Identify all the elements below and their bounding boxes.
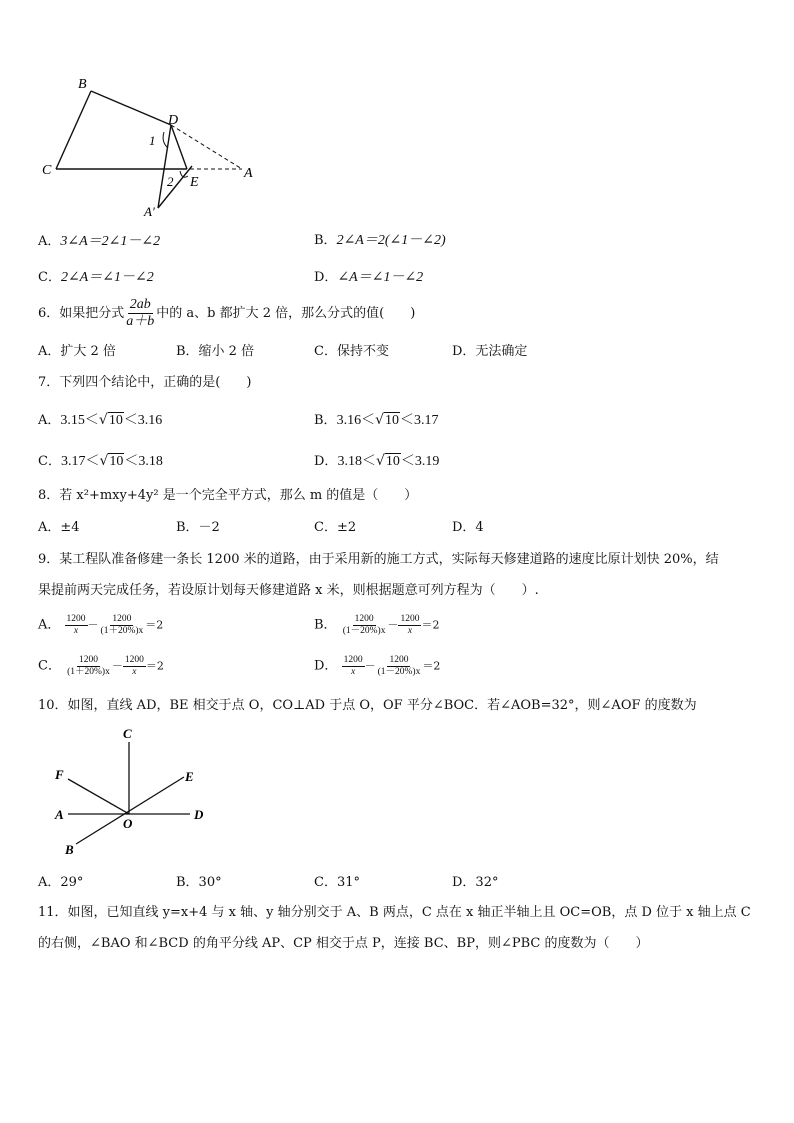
q6-option-c[interactable]: C．保持不变	[314, 344, 389, 359]
q5-a-text: 3∠A＝2∠1－∠2	[60, 234, 161, 249]
q11-stem-line2: 的右侧，∠BAO 和∠BCD 的角平分线 AP、CP 相交于点 P，连接 BC、BP，则∠PBC 的度数为（ ）	[38, 936, 649, 951]
label-O: O	[123, 816, 133, 831]
q9-c-frac1-num: 1200	[78, 655, 98, 665]
label-D: D	[168, 113, 179, 128]
q7-option-b[interactable]	[314, 410, 438, 431]
q9-stem-line1: 9．某工程队准备修建一条长 1200 米的道路，由于采用新的施工方式，实际每天修建道路的速度比原计划快 20%，结	[38, 552, 719, 567]
label-A: A	[55, 807, 64, 822]
q9-d-frac2-num: 1200	[389, 655, 409, 665]
q9-stem-line2: 果提前两天完成任务，若设原计划每天修建道路 x 米，则根据题意可列方程为（ ）.	[38, 583, 539, 598]
q9-a-frac2-num: 1200	[112, 614, 132, 624]
q9-d-frac2	[376, 655, 423, 678]
label-A: A	[244, 166, 253, 181]
q7-option-c[interactable]	[38, 451, 163, 472]
label-D: D	[194, 807, 204, 822]
q6-fraction	[124, 297, 156, 330]
label-1: 1	[149, 133, 156, 148]
sqrt-icon: √	[99, 453, 109, 469]
q9-a-letter: A．	[38, 617, 61, 633]
q7-d-radicand: 10	[385, 454, 400, 469]
q9-c-frac2-num: 1200	[124, 655, 144, 665]
q9-option-a[interactable]	[38, 614, 163, 637]
q9-b-frac2-den: x	[407, 626, 413, 636]
q10-option-b[interactable]: B．30°	[176, 875, 222, 890]
q8-option-d[interactable]: D．4	[452, 520, 484, 535]
q9-c-letter: C．	[38, 658, 61, 674]
q9-a-frac2-den: (1＋20%)x	[100, 626, 144, 636]
q7-c-radicand: 10	[109, 454, 124, 469]
q5-option-b[interactable]	[314, 231, 446, 251]
triangle-fold-figure	[30, 70, 270, 220]
q6-option-b[interactable]: B．缩小 2 倍	[176, 344, 255, 359]
segment-BD	[91, 91, 171, 125]
q6-suffix: 中的 a、b 都扩大 2 倍，那么分式的值( )	[156, 306, 416, 321]
q6-option-a[interactable]: A．扩大 2 倍	[38, 344, 116, 359]
q9-d-frac1	[342, 655, 365, 678]
q9-option-b[interactable]	[314, 614, 439, 637]
q7-c-left: 3.17＜	[60, 454, 100, 469]
q9-d-frac2-den: (1－20%)x	[377, 667, 421, 677]
q5-option-a[interactable]	[38, 232, 160, 252]
q9-b-frac1	[341, 614, 388, 637]
label-C: C	[42, 163, 52, 178]
intersecting-lines-figure	[50, 722, 220, 862]
q9-b-letter: B．	[314, 617, 337, 633]
q9-a-minus: －	[87, 618, 99, 632]
q9-a-frac1-num: 1200	[66, 614, 86, 624]
q9-d-frac1-den: x	[350, 667, 356, 677]
q10-option-a[interactable]: A．29°	[38, 875, 84, 890]
q5-d-text: ∠A＝∠1－∠2	[337, 270, 424, 285]
q6-option-d[interactable]: D．无法确定	[452, 344, 528, 359]
q9-d-letter: D．	[314, 658, 338, 674]
q9-a-eq: ＝2	[145, 618, 164, 632]
q5-c-text: 2∠A＝∠1－∠2	[60, 270, 154, 285]
q5-a-letter: A．	[38, 234, 61, 249]
label-E: E	[185, 769, 194, 784]
label-E: E	[190, 175, 199, 190]
q10-option-d[interactable]: D．32°	[452, 875, 499, 890]
label-B: B	[78, 77, 87, 92]
q8-option-c[interactable]: C．±2	[314, 520, 357, 535]
q7-a-letter: A．	[38, 413, 61, 428]
q9-b-eq: ＝2	[421, 618, 440, 632]
q11-stem-line1: 11．如图，已知直线 y=x+4 与 x 轴、y 轴分别交于 A、B 两点，C 点在 x 轴正半轴上且 OC=OB，点 D 位于 x 轴上点 C	[38, 905, 751, 920]
segment-BC	[56, 91, 91, 169]
q8-option-a[interactable]: A．±4	[38, 520, 80, 535]
q7-d-letter: D．	[314, 454, 338, 469]
q9-d-minus: －	[364, 659, 376, 673]
q7-c-right: ＜3.18	[124, 454, 163, 469]
q5-b-letter: B．	[314, 233, 337, 248]
q9-b-minus: －	[387, 618, 399, 632]
q7-b-left: 3.16＜	[336, 413, 376, 428]
q9-c-eq: ＝2	[145, 659, 164, 673]
q9-b-frac1-den: (1－20%)x	[342, 626, 386, 636]
q5-c-letter: C．	[38, 270, 61, 285]
line-BE	[76, 777, 184, 844]
q7-b-radicand: 10	[384, 413, 399, 428]
q10-stem: 10．如图，直线 AD，BE 相交于点 O，CO⊥AD 于点 O，OF 平分∠BOC．若∠AOB=32°，则∠AOF 的度数为	[38, 698, 697, 713]
q9-option-c[interactable]	[38, 655, 164, 678]
q7-option-a[interactable]	[38, 410, 162, 431]
q9-c-frac1	[65, 655, 112, 678]
q9-b-frac2-num: 1200	[400, 614, 420, 624]
q8-stem: 8．若 x²+mxy+4y² 是一个完全平方式，那么 m 的值是（ ）	[38, 488, 418, 503]
sqrt-icon: √	[375, 412, 384, 428]
q9-c-minus: －	[111, 659, 123, 673]
q6-stem	[38, 297, 415, 330]
q7-a-left: 3.15＜	[60, 413, 99, 428]
q9-c-frac2	[123, 655, 146, 678]
q5-option-d[interactable]	[314, 268, 423, 288]
q9-d-frac1-num: 1200	[343, 655, 363, 665]
label-B: B	[65, 842, 74, 857]
segment-DA-prime	[158, 125, 171, 208]
q7-b-letter: B．	[314, 413, 337, 428]
sqrt-icon: √	[375, 453, 385, 469]
ray-OF	[68, 779, 129, 814]
q9-b-frac2	[398, 614, 421, 637]
label-2: 2	[167, 174, 174, 189]
q5-d-letter: D．	[314, 270, 338, 285]
dashed-DA	[171, 125, 242, 169]
q10-option-c[interactable]: C．31°	[314, 875, 360, 890]
q7-a-radicand: 10	[108, 413, 123, 428]
q9-a-frac1-den: x	[73, 626, 79, 636]
q9-c-frac1-den: (1＋20%)x	[67, 667, 110, 677]
q7-b-right: ＜3.17	[399, 413, 439, 428]
q9-a-frac1	[65, 614, 88, 637]
sqrt-icon: √	[98, 412, 108, 428]
label-F: F	[55, 767, 64, 782]
q9-a-frac2	[99, 614, 146, 637]
q6-prefix: 6．如果把分式	[38, 306, 125, 321]
q8-option-b[interactable]: B．－2	[176, 520, 220, 535]
q6-denominator: a＋b	[126, 314, 155, 329]
q7-stem: 7．下列四个结论中，正确的是( )	[38, 375, 252, 390]
q7-a-right: ＜3.16	[123, 413, 163, 428]
q5-option-c[interactable]	[38, 268, 154, 288]
q7-d-left: 3.18＜	[337, 454, 376, 469]
q9-c-frac2-den: x	[132, 667, 137, 677]
q7-d-right: ＜3.19	[400, 454, 440, 469]
q9-b-frac1-num: 1200	[354, 614, 374, 624]
segment-DE	[171, 125, 187, 169]
q7-option-d[interactable]	[314, 451, 439, 472]
q7-c-letter: C．	[38, 454, 61, 469]
label-C: C	[123, 726, 132, 741]
q9-option-d[interactable]	[314, 655, 440, 678]
q5-b-text: 2∠A＝2(∠1－∠2)	[336, 233, 446, 248]
q6-numerator: 2ab	[129, 297, 151, 312]
label-A-prime: A′	[144, 204, 155, 219]
q9-d-eq: ＝2	[422, 659, 441, 673]
